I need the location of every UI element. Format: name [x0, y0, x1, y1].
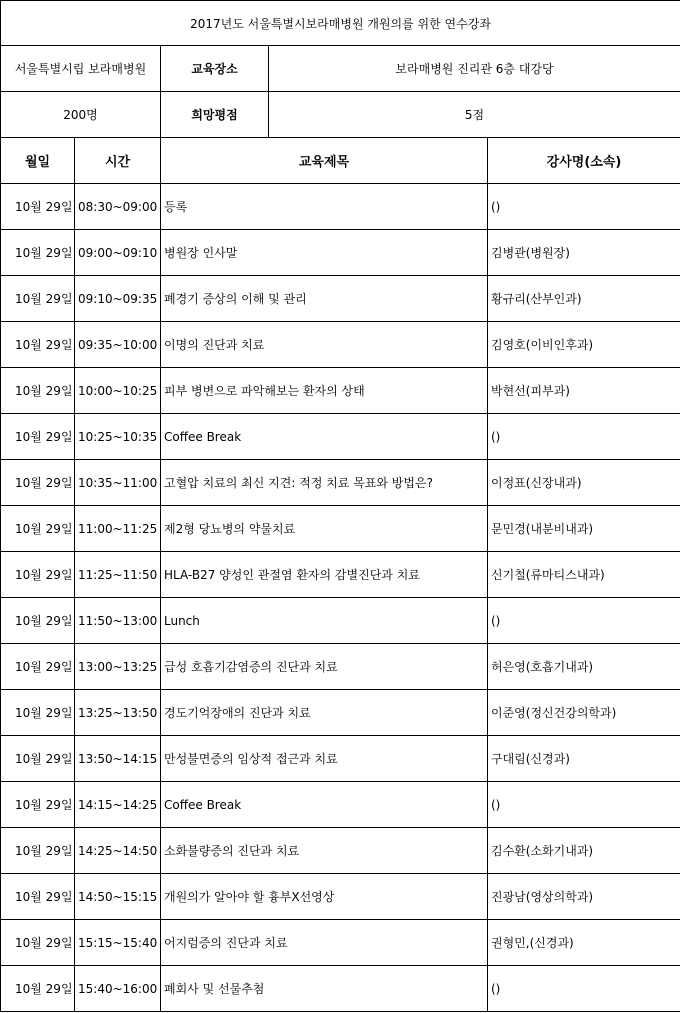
table-row [1, 184, 680, 230]
capacity: 200명 [1, 92, 161, 138]
row-date: 10월 29일 [1, 506, 75, 552]
row-date: 10월 29일 [1, 644, 75, 690]
venue-value: 보라매병원 진리관 6층 대강당 [269, 46, 680, 92]
row-lecturer: 문민경(내분비내과) [488, 506, 680, 552]
page-title: 2017년도 서울특별시보라매병원 개원의를 위한 연수강좌 [1, 1, 680, 46]
row-subject: Coffee Break [161, 414, 488, 460]
table-row [1, 368, 680, 414]
row-time: 13:25~13:50 [75, 690, 161, 736]
table-row [1, 966, 680, 1012]
row-subject: 병원장 인사말 [161, 230, 488, 276]
row-lecturer: () [488, 414, 680, 460]
row-time: 14:25~14:50 [75, 828, 161, 874]
row-subject: 고혈압 치료의 최신 지견: 적정 치료 목표와 방법은? [161, 460, 488, 506]
table-row [1, 506, 680, 552]
row-subject: 폐경기 증상의 이해 및 관리 [161, 276, 488, 322]
row-subject: 피부 병변으로 파악해보는 환자의 상태 [161, 368, 488, 414]
row-date: 10월 29일 [1, 736, 75, 782]
row-date: 10월 29일 [1, 920, 75, 966]
organizer: 서울특별시립 보라매병원 [1, 46, 161, 92]
table-row [1, 460, 680, 506]
row-date: 10월 29일 [1, 322, 75, 368]
row-date: 10월 29일 [1, 966, 75, 1012]
row-time: 13:00~13:25 [75, 644, 161, 690]
row-subject: 제2형 당뇨병의 약물치료 [161, 506, 488, 552]
row-time: 11:50~13:00 [75, 598, 161, 644]
row-time: 11:00~11:25 [75, 506, 161, 552]
row-date: 10월 29일 [1, 828, 75, 874]
row-time: 10:00~10:25 [75, 368, 161, 414]
table-row [1, 276, 680, 322]
row-time: 15:40~16:00 [75, 966, 161, 1012]
row-date: 10월 29일 [1, 460, 75, 506]
row-lecturer: 이준영(정신건강의학과) [488, 690, 680, 736]
header-time: 시간 [75, 138, 161, 184]
info-row-credit [1, 92, 680, 138]
row-lecturer: 김수환(소화기내과) [488, 828, 680, 874]
header-row [1, 138, 680, 184]
row-subject: Coffee Break [161, 782, 488, 828]
table-row [1, 644, 680, 690]
row-lecturer: 허은영(호흡기내과) [488, 644, 680, 690]
title-row [1, 1, 680, 46]
row-date: 10월 29일 [1, 230, 75, 276]
row-time: 15:15~15:40 [75, 920, 161, 966]
row-date: 10월 29일 [1, 184, 75, 230]
row-time: 13:50~14:15 [75, 736, 161, 782]
venue-label: 교육장소 [161, 46, 269, 92]
row-lecturer: 김영호(이비인후과) [488, 322, 680, 368]
credit-label: 희망평점 [161, 92, 269, 138]
row-subject: 소화불량증의 진단과 치료 [161, 828, 488, 874]
row-lecturer: () [488, 782, 680, 828]
row-time: 10:25~10:35 [75, 414, 161, 460]
row-time: 14:15~14:25 [75, 782, 161, 828]
row-date: 10월 29일 [1, 414, 75, 460]
row-subject: 급성 호흡기감염증의 진단과 치료 [161, 644, 488, 690]
row-lecturer: 진광남(영상의학과) [488, 874, 680, 920]
row-subject: HLA-B27 양성인 관절염 환자의 감별진단과 치료 [161, 552, 488, 598]
table-row [1, 322, 680, 368]
table-row [1, 230, 680, 276]
row-date: 10월 29일 [1, 874, 75, 920]
row-lecturer: 박현선(피부과) [488, 368, 680, 414]
row-subject: 만성불면증의 임상적 접근과 치료 [161, 736, 488, 782]
row-date: 10월 29일 [1, 552, 75, 598]
table-row [1, 920, 680, 966]
row-date: 10월 29일 [1, 690, 75, 736]
row-time: 11:25~11:50 [75, 552, 161, 598]
row-time: 08:30~09:00 [75, 184, 161, 230]
row-lecturer: 황규리(산부인과) [488, 276, 680, 322]
row-time: 09:10~09:35 [75, 276, 161, 322]
table-row [1, 414, 680, 460]
table-row [1, 552, 680, 598]
row-lecturer: () [488, 966, 680, 1012]
row-subject: 경도기억장애의 진단과 치료 [161, 690, 488, 736]
header-subject: 교육제목 [161, 138, 488, 184]
row-time: 09:00~09:10 [75, 230, 161, 276]
table-row [1, 598, 680, 644]
row-date: 10월 29일 [1, 782, 75, 828]
row-lecturer: 신기철(류마티스내과) [488, 552, 680, 598]
row-lecturer: 이정표(신장내과) [488, 460, 680, 506]
row-lecturer: 권형민,(신경과) [488, 920, 680, 966]
row-lecturer: () [488, 184, 680, 230]
row-time: 14:50~15:15 [75, 874, 161, 920]
header-date: 월일 [1, 138, 75, 184]
row-time: 10:35~11:00 [75, 460, 161, 506]
row-date: 10월 29일 [1, 598, 75, 644]
row-lecturer: 구대림(신경과) [488, 736, 680, 782]
row-subject: Lunch [161, 598, 488, 644]
row-date: 10월 29일 [1, 276, 75, 322]
table-row [1, 736, 680, 782]
table-row [1, 690, 680, 736]
header-lecturer: 강사명(소속) [488, 138, 680, 184]
row-subject: 이명의 진단과 치료 [161, 322, 488, 368]
row-lecturer: () [488, 598, 680, 644]
info-row-venue [1, 46, 680, 92]
row-subject: 등록 [161, 184, 488, 230]
table-row [1, 874, 680, 920]
table-row [1, 828, 680, 874]
row-subject: 개원의가 알아야 할 흉부X선영상 [161, 874, 488, 920]
row-subject: 어지럼증의 진단과 치료 [161, 920, 488, 966]
credit-value: 5점 [269, 92, 680, 138]
table-row [1, 782, 680, 828]
row-date: 10월 29일 [1, 368, 75, 414]
row-subject: 폐회사 및 선물추첨 [161, 966, 488, 1012]
row-time: 09:35~10:00 [75, 322, 161, 368]
row-lecturer: 김병관(병원장) [488, 230, 680, 276]
